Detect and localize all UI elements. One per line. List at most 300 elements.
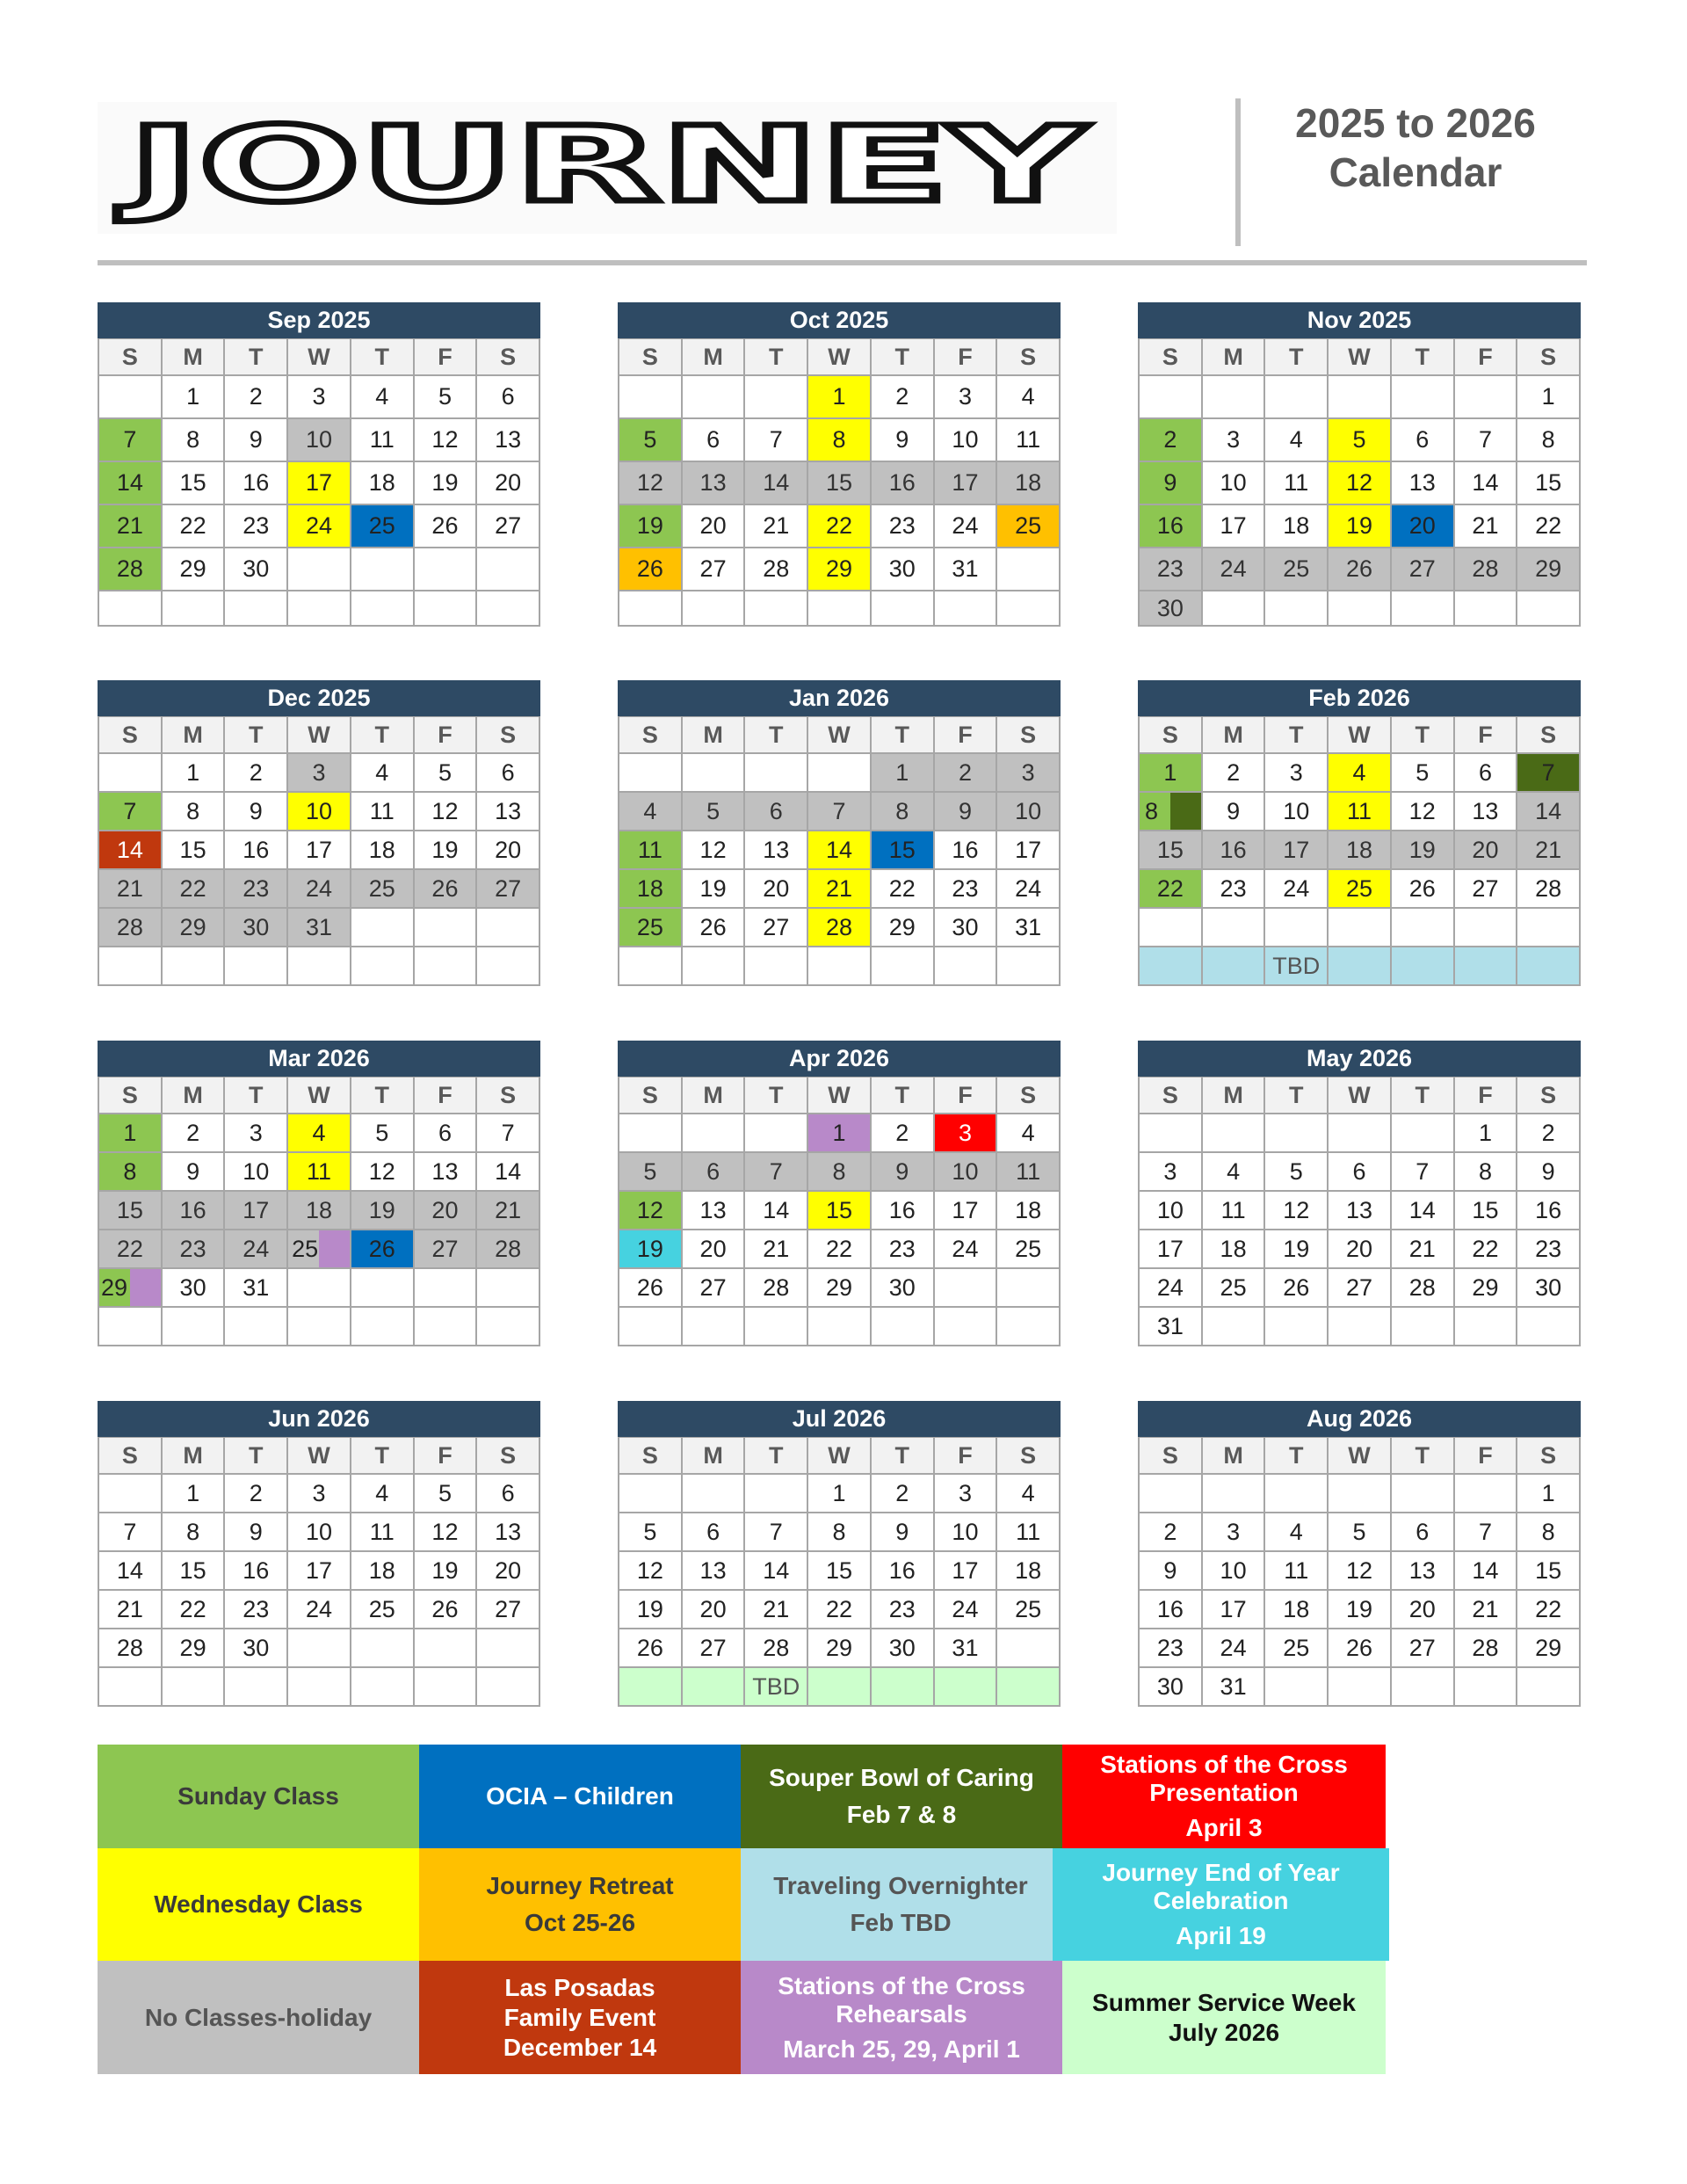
day-cell: 30 <box>1140 591 1203 627</box>
week-row <box>1140 1153 1581 1192</box>
legend-text: Souper Bowl of Caring <box>769 1764 1034 1791</box>
weekday-header: T <box>872 717 935 754</box>
empty-cell <box>808 1668 872 1707</box>
week-row <box>99 376 540 419</box>
day-cell: 19 <box>1265 1230 1329 1269</box>
weekday-header: T <box>351 1438 415 1475</box>
empty-cell <box>1392 1114 1455 1153</box>
week-row <box>619 1230 1061 1269</box>
empty-cell <box>1517 909 1581 947</box>
day-cell: 24 <box>225 1230 288 1269</box>
day-cell: 12 <box>415 793 478 831</box>
header-divider <box>1235 98 1241 246</box>
day-cell: 12 <box>415 419 478 462</box>
weekday-header: S <box>1517 339 1581 376</box>
month-nov-2025 <box>1138 302 1581 627</box>
empty-cell <box>683 947 746 986</box>
day-cell: 8 <box>872 793 935 831</box>
weekday-header: W <box>1329 717 1392 754</box>
day-cell: 20 <box>683 505 746 548</box>
month-jun-2026 <box>98 1401 540 1707</box>
month-title: Aug 2026 <box>1138 1401 1581 1437</box>
legend-text: Stations of the Cross <box>778 1971 1025 1999</box>
day-cell: 15 <box>1517 1552 1581 1591</box>
empty-cell <box>808 754 872 793</box>
empty-cell <box>1455 376 1518 419</box>
day-cell: 13 <box>683 462 746 505</box>
day-cell: 20 <box>1455 831 1518 870</box>
tbd-label: TBD <box>745 1668 808 1707</box>
weekday-header: F <box>935 1438 998 1475</box>
empty-cell <box>745 754 808 793</box>
weekday-header: F <box>415 339 478 376</box>
day-cell: 26 <box>619 548 683 591</box>
weekday-header: S <box>99 717 163 754</box>
empty-cell <box>1203 1114 1266 1153</box>
week-row <box>619 1192 1061 1230</box>
day-cell: 19 <box>619 505 683 548</box>
month-oct-2025 <box>618 302 1061 627</box>
legend-wednesday-class <box>98 1848 419 1961</box>
day-cell: 23 <box>1517 1230 1581 1269</box>
week-row <box>1140 1513 1581 1552</box>
weekday-header: W <box>808 1077 872 1114</box>
day-cell: 6 <box>1455 754 1518 793</box>
day-cell: 12 <box>351 1153 415 1192</box>
week-row <box>1140 1668 1581 1707</box>
empty-cell <box>1329 1475 1392 1513</box>
day-cell: 6 <box>477 376 540 419</box>
day-cell: 12 <box>415 1513 478 1552</box>
day-cell: 18 <box>1329 831 1392 870</box>
day-cell: 15 <box>872 831 935 870</box>
day-cell: 21 <box>745 505 808 548</box>
week-row <box>99 1513 540 1552</box>
empty-cell <box>872 1668 935 1707</box>
day-cell: 15 <box>1140 831 1203 870</box>
day-cell: 30 <box>872 1629 935 1668</box>
day-cell: 9 <box>1517 1153 1581 1192</box>
day-cell: 18 <box>619 870 683 909</box>
empty-cell <box>415 1269 478 1308</box>
day-cell: 4 <box>1265 1513 1329 1552</box>
empty-cell <box>163 591 226 627</box>
month-title: Apr 2026 <box>618 1041 1061 1077</box>
day-cell: 23 <box>872 505 935 548</box>
empty-cell <box>1455 1308 1518 1346</box>
empty-cell <box>1455 591 1518 627</box>
day-cell: 24 <box>997 870 1061 909</box>
day-cell: 4 <box>997 1114 1061 1153</box>
day-cell: 14 <box>745 1552 808 1591</box>
day-cell: 20 <box>477 831 540 870</box>
day-cell: 18 <box>351 831 415 870</box>
legend-text: Celebration <box>1153 1887 1289 1914</box>
weekday-header: S <box>1517 1438 1581 1475</box>
day-cell: 24 <box>288 1591 351 1629</box>
day-cell: 29 <box>99 1269 163 1308</box>
day-cell: 4 <box>997 376 1061 419</box>
day-cell: 31 <box>225 1269 288 1308</box>
day-cell: 23 <box>225 870 288 909</box>
day-cell: 26 <box>415 1591 478 1629</box>
day-cell: 28 <box>99 1629 163 1668</box>
empty-cell <box>225 947 288 986</box>
day-cell: 16 <box>872 1192 935 1230</box>
week-row <box>99 1308 540 1346</box>
day-cell: 6 <box>1392 419 1455 462</box>
weekday-header: S <box>477 717 540 754</box>
week-row <box>99 947 540 986</box>
day-cell: 29 <box>872 909 935 947</box>
day-cell: 13 <box>1329 1192 1392 1230</box>
day-cell: 9 <box>225 419 288 462</box>
day-cell: 1 <box>808 1114 872 1153</box>
day-cell: 10 <box>1203 1552 1266 1591</box>
day-cell: 2 <box>163 1114 226 1153</box>
day-cell: 28 <box>745 1269 808 1308</box>
day-cell: 8 <box>163 1513 226 1552</box>
day-cell: 7 <box>1392 1153 1455 1192</box>
day-cell: 15 <box>1517 462 1581 505</box>
day-cell: 20 <box>745 870 808 909</box>
day-cell: 14 <box>808 831 872 870</box>
day-cell: 21 <box>808 870 872 909</box>
day-cell: 26 <box>683 909 746 947</box>
day-cell: 19 <box>1329 1591 1392 1629</box>
day-cell: 3 <box>288 376 351 419</box>
legend-ocia-children <box>419 1745 741 1848</box>
day-cell: 23 <box>1203 870 1266 909</box>
legend-text: Summer Service Week <box>1092 1988 1356 2016</box>
month-title: Jun 2026 <box>98 1401 540 1437</box>
day-cell: 22 <box>1517 505 1581 548</box>
day-cell: 2 <box>1517 1114 1581 1153</box>
day-cell: 9 <box>225 1513 288 1552</box>
week-row <box>99 1192 540 1230</box>
empty-cell <box>997 591 1061 627</box>
empty-cell <box>99 754 163 793</box>
day-cell: 8 <box>99 1153 163 1192</box>
day-cell: 1 <box>1517 376 1581 419</box>
legend-text: December 14 <box>503 2033 657 2061</box>
day-cell: 28 <box>1392 1269 1455 1308</box>
weekday-header: F <box>1455 339 1518 376</box>
week-row <box>99 1230 540 1269</box>
day-cell: 17 <box>1203 1591 1266 1629</box>
empty-cell <box>997 1668 1061 1707</box>
legend-souper-bowl <box>741 1745 1062 1848</box>
empty-cell <box>872 591 935 627</box>
legend-text: Presentation <box>1149 1779 1299 1806</box>
empty-cell <box>1329 1114 1392 1153</box>
weekday-header: T <box>872 1438 935 1475</box>
day-cell: 29 <box>808 1269 872 1308</box>
empty-cell <box>1329 909 1392 947</box>
day-cell: 23 <box>935 870 998 909</box>
day-cell: 5 <box>351 1114 415 1153</box>
day-cell: 10 <box>288 793 351 831</box>
empty-cell <box>808 1308 872 1346</box>
month-grid <box>1138 1437 1581 1707</box>
week-row <box>1140 548 1581 591</box>
weekday-header: T <box>351 1077 415 1114</box>
day-cell: 30 <box>225 909 288 947</box>
week-row <box>1140 1230 1581 1269</box>
week-row <box>1140 870 1581 909</box>
empty-cell <box>683 1475 746 1513</box>
day-cell: 30 <box>225 548 288 591</box>
day-cell: 19 <box>415 831 478 870</box>
weekday-header: M <box>163 1438 226 1475</box>
day-cell: 13 <box>745 831 808 870</box>
empty-cell <box>745 947 808 986</box>
day-cell: 24 <box>1140 1269 1203 1308</box>
empty-cell <box>99 1668 163 1707</box>
day-cell: 20 <box>477 462 540 505</box>
day-cell: 9 <box>1203 793 1266 831</box>
empty-cell <box>99 1475 163 1513</box>
empty-cell <box>288 1668 351 1707</box>
day-cell: 17 <box>288 831 351 870</box>
weekday-header: S <box>619 1438 683 1475</box>
day-cell: 12 <box>1329 1552 1392 1591</box>
day-cell: 12 <box>1265 1192 1329 1230</box>
day-cell: 17 <box>935 1192 998 1230</box>
month-grid <box>1138 716 1581 986</box>
day-cell: 24 <box>935 505 998 548</box>
day-cell: 24 <box>288 505 351 548</box>
month-dec-2025 <box>98 680 540 986</box>
weekday-header: M <box>163 339 226 376</box>
day-cell: 15 <box>163 1552 226 1591</box>
week-row <box>99 419 540 462</box>
day-cell: 16 <box>1517 1192 1581 1230</box>
day-cell: 17 <box>288 1552 351 1591</box>
empty-cell <box>935 1308 998 1346</box>
weekday-header: F <box>935 717 998 754</box>
day-cell: 15 <box>163 462 226 505</box>
day-cell: 25 <box>997 505 1061 548</box>
month-sep-2025 <box>98 302 540 627</box>
day-cell: 9 <box>163 1153 226 1192</box>
empty-cell <box>1517 947 1581 986</box>
day-cell: 25 <box>1265 548 1329 591</box>
day-cell: 29 <box>1517 548 1581 591</box>
weekday-header: T <box>1392 717 1455 754</box>
weekday-header: T <box>745 717 808 754</box>
day-cell: 3 <box>288 754 351 793</box>
month-grid <box>98 1437 540 1707</box>
day-cell: 2 <box>1140 419 1203 462</box>
day-cell: 27 <box>1392 548 1455 591</box>
day-cell: 18 <box>351 462 415 505</box>
empty-cell <box>415 1668 478 1707</box>
weekday-header: T <box>1265 339 1329 376</box>
day-cell: 1 <box>808 1475 872 1513</box>
day-cell: 3 <box>225 1114 288 1153</box>
day-cell: 3 <box>1203 1513 1266 1552</box>
day-cell: 4 <box>997 1475 1061 1513</box>
week-row <box>619 591 1061 627</box>
day-cell: 18 <box>1265 505 1329 548</box>
weekday-header: M <box>163 1077 226 1114</box>
day-cell: 13 <box>683 1192 746 1230</box>
day-cell: 25 <box>997 1230 1061 1269</box>
empty-cell <box>1140 909 1203 947</box>
day-cell: 24 <box>1203 548 1266 591</box>
day-cell: 25 <box>619 909 683 947</box>
day-cell: 1 <box>99 1114 163 1153</box>
day-cell: 15 <box>1455 1192 1518 1230</box>
weekday-header: T <box>1392 1438 1455 1475</box>
day-cell: 21 <box>1455 505 1518 548</box>
day-cell: 20 <box>1392 505 1455 548</box>
day-cell: 18 <box>997 462 1061 505</box>
week-row <box>619 947 1061 986</box>
weekday-header: S <box>619 339 683 376</box>
day-cell: 19 <box>619 1230 683 1269</box>
day-cell: 10 <box>935 1513 998 1552</box>
week-row <box>619 1269 1061 1308</box>
day-cell: 31 <box>288 909 351 947</box>
day-cell: 12 <box>619 1192 683 1230</box>
day-cell: 3 <box>997 754 1061 793</box>
day-cell: 22 <box>99 1230 163 1269</box>
weekday-header: S <box>619 1077 683 1114</box>
day-cell: 14 <box>1517 793 1581 831</box>
week-row <box>619 1591 1061 1629</box>
day-cell: 29 <box>1517 1629 1581 1668</box>
day-cell: 7 <box>745 1513 808 1552</box>
day-cell: 11 <box>1265 462 1329 505</box>
empty-cell <box>1140 1114 1203 1153</box>
day-cell: 21 <box>99 870 163 909</box>
weekday-header: S <box>477 1438 540 1475</box>
day-cell: 11 <box>351 793 415 831</box>
week-row <box>619 1308 1061 1346</box>
day-cell: 1 <box>163 376 226 419</box>
day-cell: 26 <box>619 1269 683 1308</box>
empty-cell <box>1392 376 1455 419</box>
weekday-header: S <box>997 1077 1061 1114</box>
week-row <box>1140 591 1581 627</box>
day-cell: 13 <box>1392 1552 1455 1591</box>
day-cell: 20 <box>477 1552 540 1591</box>
week-row <box>1140 1552 1581 1591</box>
empty-cell <box>415 1308 478 1346</box>
week-row <box>619 870 1061 909</box>
day-cell: 3 <box>1203 419 1266 462</box>
day-cell: 30 <box>872 548 935 591</box>
empty-cell <box>1203 591 1266 627</box>
week-row <box>1140 1308 1581 1346</box>
empty-cell <box>1455 947 1518 986</box>
day-cell: 3 <box>1140 1153 1203 1192</box>
week-row <box>619 1668 1061 1707</box>
empty-cell <box>997 1629 1061 1668</box>
day-cell: 10 <box>288 1513 351 1552</box>
day-cell: 23 <box>1140 548 1203 591</box>
day-cell: 29 <box>163 1629 226 1668</box>
empty-cell <box>1140 376 1203 419</box>
week-row <box>1140 793 1581 831</box>
empty-cell <box>351 947 415 986</box>
empty-cell <box>99 947 163 986</box>
week-row <box>99 909 540 947</box>
weekday-header: S <box>1140 339 1203 376</box>
day-cell: 24 <box>935 1230 998 1269</box>
day-cell: 21 <box>99 1591 163 1629</box>
day-cell: 6 <box>1329 1153 1392 1192</box>
empty-cell <box>1265 591 1329 627</box>
day-cell: 23 <box>225 1591 288 1629</box>
day-cell: 12 <box>619 462 683 505</box>
day-cell: 27 <box>683 548 746 591</box>
day-cell: 12 <box>619 1552 683 1591</box>
week-row <box>99 1668 540 1707</box>
weekday-header: F <box>415 717 478 754</box>
day-cell: 11 <box>351 1513 415 1552</box>
day-cell: 18 <box>997 1552 1061 1591</box>
weekday-header: W <box>288 339 351 376</box>
empty-cell <box>351 1269 415 1308</box>
day-cell: 1 <box>1455 1114 1518 1153</box>
day-cell: 4 <box>1329 754 1392 793</box>
day-cell: 16 <box>872 1552 935 1591</box>
weekday-header: W <box>808 339 872 376</box>
day-cell: 24 <box>935 1591 998 1629</box>
empty-cell <box>415 591 478 627</box>
legend-las-posadas <box>419 1961 741 2074</box>
day-cell: 9 <box>225 793 288 831</box>
empty-cell <box>1455 909 1518 947</box>
legend-text: March 25, 29, April 1 <box>783 2035 1020 2063</box>
month-grid <box>618 716 1061 986</box>
day-cell: 15 <box>808 1552 872 1591</box>
calendar-title-line2: Calendar <box>1329 149 1502 195</box>
day-cell: 5 <box>415 376 478 419</box>
empty-cell <box>477 1269 540 1308</box>
empty-cell <box>1329 947 1392 986</box>
day-cell: 6 <box>415 1114 478 1153</box>
weekday-header: F <box>1455 1077 1518 1114</box>
empty-cell <box>415 1629 478 1668</box>
month-title: Feb 2026 <box>1138 680 1581 716</box>
empty-cell <box>745 591 808 627</box>
day-cell: 27 <box>477 1591 540 1629</box>
empty-cell <box>288 1269 351 1308</box>
day-cell: 27 <box>1455 870 1518 909</box>
week-row <box>99 1114 540 1153</box>
legend-text: Journey Retreat <box>486 1872 674 1899</box>
week-row <box>1140 1114 1581 1153</box>
legend-text: Feb 7 & 8 <box>846 1801 957 1828</box>
week-row <box>1140 1629 1581 1668</box>
day-cell: 15 <box>163 831 226 870</box>
day-cell: 21 <box>745 1230 808 1269</box>
day-cell: 24 <box>288 870 351 909</box>
day-cell: 9 <box>872 419 935 462</box>
week-row <box>619 462 1061 505</box>
day-cell: 7 <box>745 1153 808 1192</box>
empty-cell <box>351 548 415 591</box>
day-cell: 30 <box>935 909 998 947</box>
day-cell: 9 <box>872 1153 935 1192</box>
month-title: Mar 2026 <box>98 1041 540 1077</box>
day-cell: 16 <box>1140 505 1203 548</box>
day-cell: 22 <box>163 870 226 909</box>
